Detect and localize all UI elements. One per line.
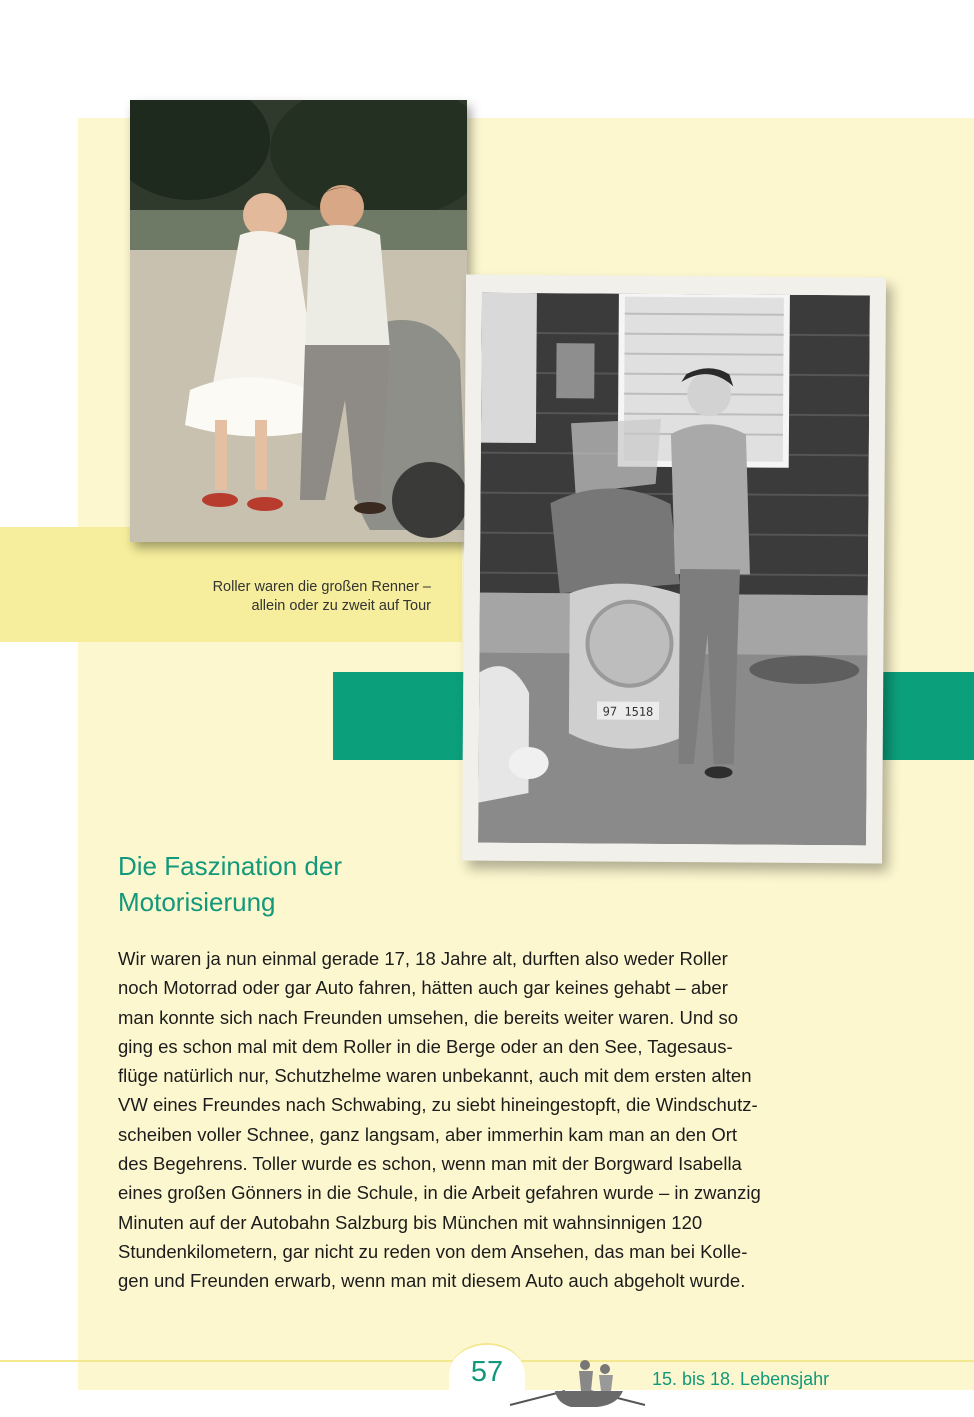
caption-line-1: Roller waren die großen Renner – <box>212 579 431 595</box>
body-line: ging es schon mal mit dem Roller in die Berge oder an den See, Tagesaus- <box>118 1035 733 1057</box>
section-label: 15. bis 18. Lebensjahr <box>652 1369 830 1389</box>
body-line: eines großen Gönners in die Schule, in die Arbeit gefahren wurde – in zwanzig <box>118 1182 761 1204</box>
photo-caption <box>150 578 431 616</box>
body-line: gen und Freunden erwarb, wenn man mit diesem Auto auch abgeholt wurde. <box>118 1270 746 1292</box>
body-line: scheiben voller Schnee, ganz langsam, aber immerhin kam man an den Ort <box>118 1123 738 1145</box>
body-line: Minuten auf der Autobahn Salzburg bis München mit wahnsinnigen 120 <box>118 1211 703 1233</box>
body-line: VW eines Freundes nach Schwabing, zu siebt hineingestopft, die Windschutz- <box>118 1094 758 1116</box>
photo-couple-on-scooter <box>130 100 467 542</box>
body-line: flüge natürlich nur, Schutzhelme waren unbekannt, auch mit dem ersten alten <box>118 1065 752 1087</box>
body-line: man konnte sich nach Freunden umsehen, die bereits weiter waren. Und so <box>118 1006 739 1028</box>
article-body <box>118 944 878 1296</box>
license-plate: 97 1518 <box>602 704 654 719</box>
heading-line-2: Motorisierung <box>118 887 276 917</box>
page-number: 57 <box>470 1356 504 1388</box>
body-line: Stundenkilometern, gar nicht zu reden von dem Ansehen, das man bei Kolle- <box>118 1240 748 1262</box>
body-line: des Begehrens. Toller wurde es schon, wenn man mit der Borgward Isabella <box>118 1153 742 1175</box>
heading-line-1: Die Faszination der <box>118 851 342 881</box>
article-heading <box>118 848 518 920</box>
caption-line-2: allein oder zu zweit auf Tour <box>251 598 431 614</box>
photo-frame <box>462 275 886 864</box>
body-line: noch Motorrad oder gar Auto fahren, hätten auch gar keines gehabt – aber <box>118 977 728 999</box>
rowing-boat-icon <box>505 1355 650 1413</box>
photo-young-man-with-scooter <box>478 293 870 846</box>
body-line: Wir waren ja nun einmal gerade 17, 18 Jahre alt, durften also weder Roller <box>118 948 728 969</box>
